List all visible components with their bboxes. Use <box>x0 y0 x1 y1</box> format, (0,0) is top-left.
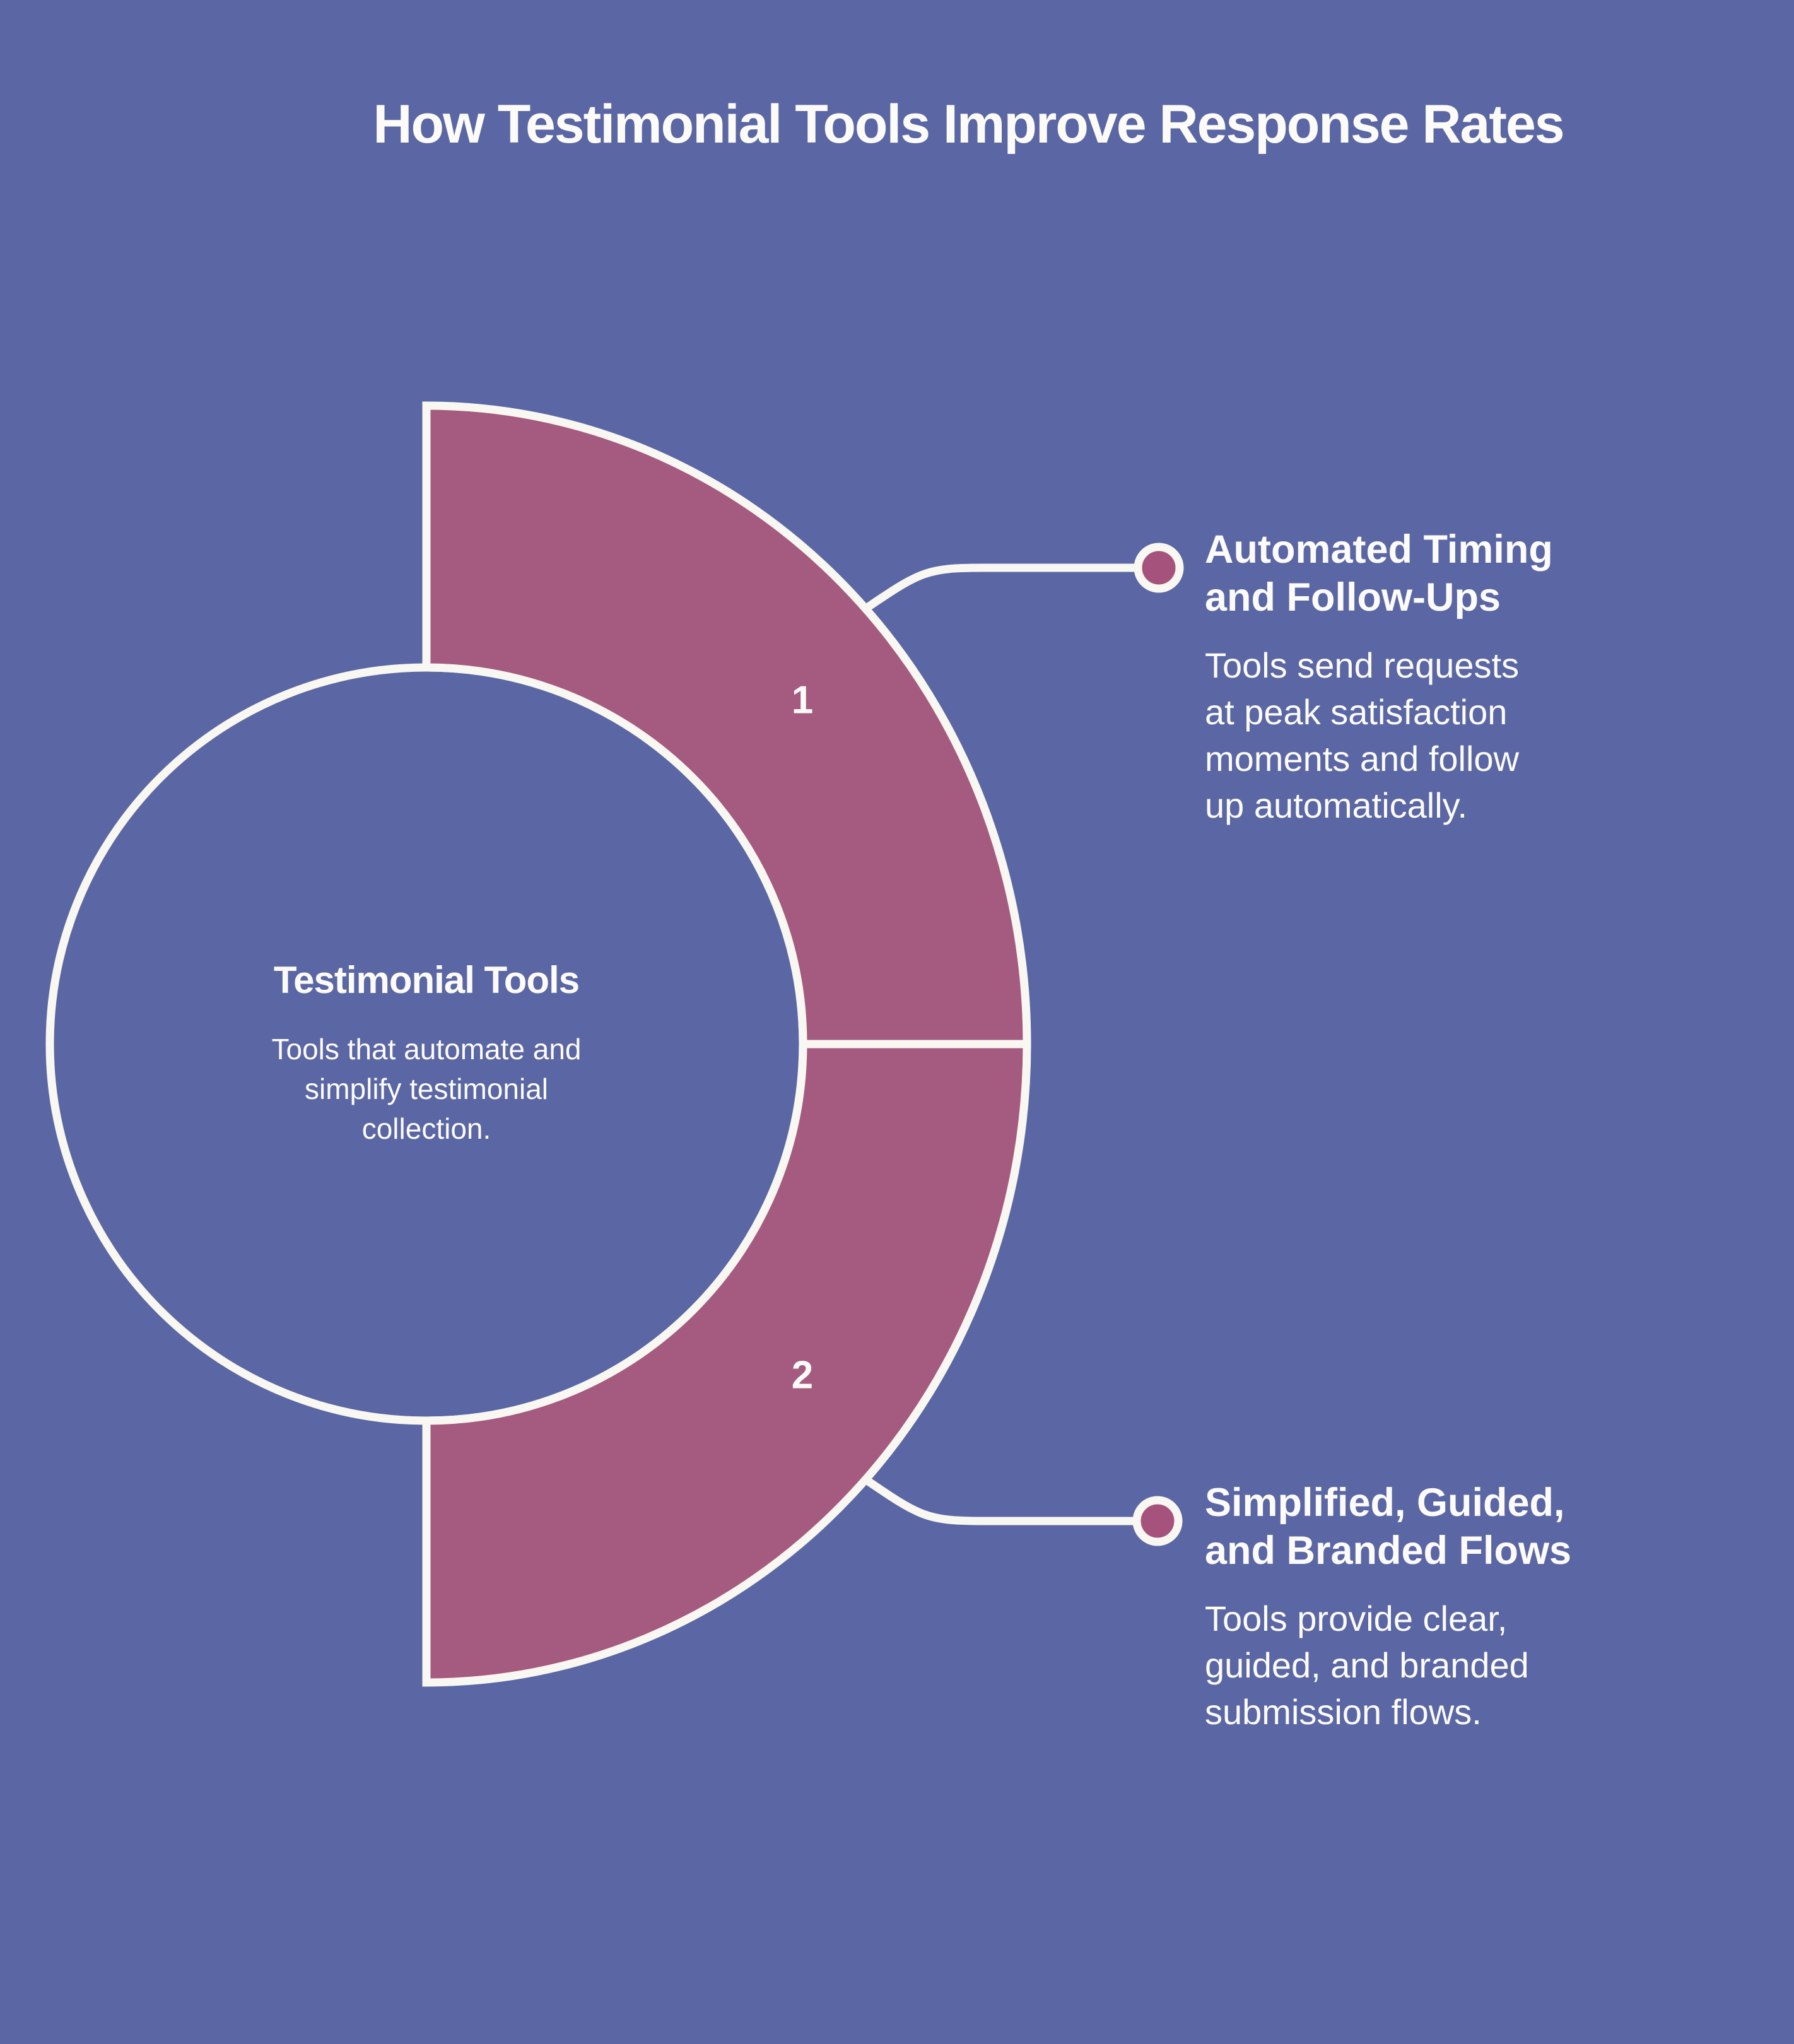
callout-1 <box>1205 526 1621 829</box>
callout-1-body <box>1205 642 1621 829</box>
marker-dot-top <box>1138 547 1180 589</box>
callout-2-body-line: guided, and branded <box>1205 1645 1529 1685</box>
callout-1-heading <box>1205 526 1621 621</box>
center-description-line: simplify testimonial <box>305 1072 548 1105</box>
marker-dot-bottom <box>1137 1500 1178 1542</box>
center-description-line: Tools that automate and <box>271 1033 582 1066</box>
segment-1-number: 1 <box>791 678 814 722</box>
segment-2-number: 2 <box>791 1353 814 1397</box>
callout-1-heading-line: Automated Timing <box>1205 527 1553 572</box>
callout-1-body-line: at peak satisfaction <box>1205 692 1508 732</box>
center-heading: Testimonial Tools <box>273 959 580 1001</box>
callout-2-body <box>1205 1595 1621 1736</box>
callout-1-body-line: Tools send requests <box>1205 645 1520 685</box>
callout-1-heading-line: and Follow-Ups <box>1205 575 1501 620</box>
callout-1-body-line: up automatically. <box>1205 785 1468 825</box>
connector-line-bottom <box>865 1479 1137 1521</box>
callout-2-body-line: submission flows. <box>1205 1692 1482 1732</box>
center-description-line: collection. <box>361 1112 491 1145</box>
center-description <box>272 1030 582 1149</box>
connector-line-top <box>865 568 1138 609</box>
callout-1-body-line: moments and follow <box>1205 739 1520 778</box>
callout-2-heading <box>1205 1479 1621 1575</box>
callout-2-heading-line: Simplified, Guided, <box>1205 1481 1565 1525</box>
callout-2-heading-line: and Branded Flows <box>1205 1529 1572 1573</box>
donut-segment-1 <box>426 406 1027 1044</box>
callout-2-body-line: Tools provide clear, <box>1205 1599 1508 1638</box>
callout-2 <box>1205 1479 1621 1736</box>
page-title: How Testimonial Tools Improve Response Rates <box>373 94 1564 155</box>
